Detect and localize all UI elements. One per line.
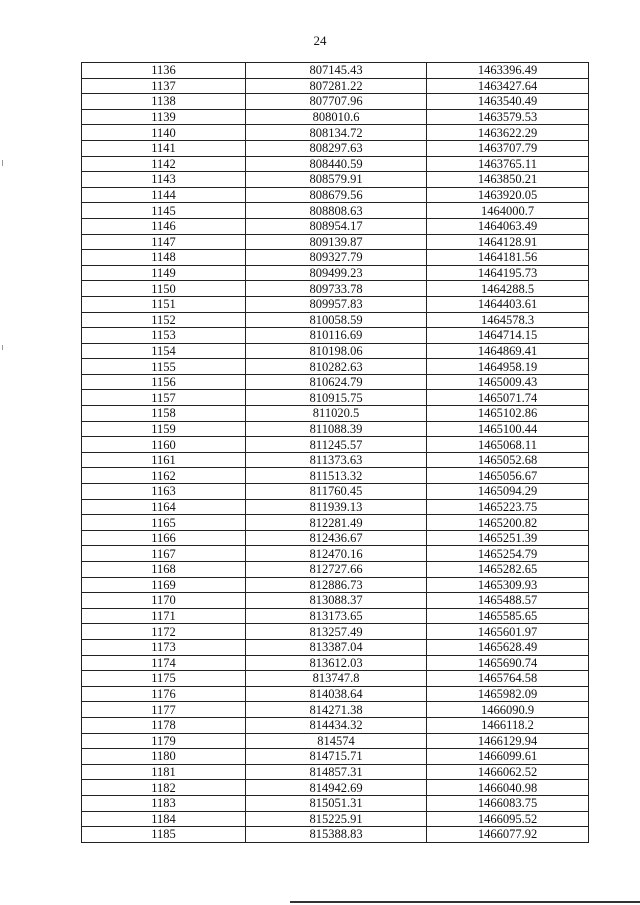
y-coordinate-cell: 1464195.73: [427, 265, 589, 281]
x-coordinate-cell: 813747.8: [246, 671, 427, 687]
y-coordinate-cell: 1465309.93: [427, 577, 589, 593]
x-coordinate-cell: 808134.72: [246, 125, 427, 141]
point-number-cell: 1158: [82, 406, 246, 422]
table-row: [82, 530, 589, 546]
table-row: [82, 234, 589, 250]
point-number-cell: 1151: [82, 296, 246, 312]
point-number-cell: 1180: [82, 749, 246, 765]
y-coordinate-cell: 1465982.09: [427, 686, 589, 702]
x-coordinate-cell: 809733.78: [246, 281, 427, 297]
y-coordinate-cell: 1466129.94: [427, 733, 589, 749]
point-number-cell: 1142: [82, 156, 246, 172]
table-row: [82, 265, 589, 281]
point-number-cell: 1156: [82, 374, 246, 390]
table-row: [82, 484, 589, 500]
point-number-cell: 1174: [82, 655, 246, 671]
y-coordinate-cell: 1465488.57: [427, 593, 589, 609]
x-coordinate-cell: 808679.56: [246, 187, 427, 203]
x-coordinate-cell: 809957.83: [246, 296, 427, 312]
x-coordinate-cell: 814038.64: [246, 686, 427, 702]
page-number: 24: [313, 33, 327, 48]
table-row: [82, 343, 589, 359]
table-row: [82, 390, 589, 406]
point-number-cell: 1145: [82, 203, 246, 219]
table-row: [82, 452, 589, 468]
x-coordinate-cell: 813612.03: [246, 655, 427, 671]
table-row: [82, 63, 589, 79]
point-number-cell: 1149: [82, 265, 246, 281]
y-coordinate-cell: 1466118.2: [427, 717, 589, 733]
y-coordinate-cell: 1466095.52: [427, 811, 589, 827]
y-coordinate-cell: 1465100.44: [427, 421, 589, 437]
point-number-cell: 1173: [82, 639, 246, 655]
y-coordinate-cell: 1466083.75: [427, 795, 589, 811]
y-coordinate-cell: 1465764.58: [427, 671, 589, 687]
point-number-cell: 1141: [82, 140, 246, 156]
y-coordinate-cell: 1464063.49: [427, 218, 589, 234]
point-number-cell: 1138: [82, 94, 246, 110]
point-number-cell: 1155: [82, 359, 246, 375]
y-coordinate-cell: 1465200.82: [427, 515, 589, 531]
point-number-cell: 1146: [82, 218, 246, 234]
point-number-cell: 1185: [82, 827, 246, 843]
point-number-cell: 1139: [82, 109, 246, 125]
x-coordinate-cell: 814715.71: [246, 749, 427, 765]
x-coordinate-cell: 812470.16: [246, 546, 427, 562]
table-row: [82, 499, 589, 515]
table-row: [82, 421, 589, 437]
x-coordinate-cell: 812281.49: [246, 515, 427, 531]
point-number-cell: 1153: [82, 328, 246, 344]
y-coordinate-cell: 1465223.75: [427, 499, 589, 515]
x-coordinate-cell: 808297.63: [246, 140, 427, 156]
table-row: [82, 717, 589, 733]
x-coordinate-cell: 812727.66: [246, 562, 427, 578]
x-coordinate-cell: 814942.69: [246, 780, 427, 796]
table-row: [82, 172, 589, 188]
x-coordinate-cell: 807145.43: [246, 63, 427, 79]
x-coordinate-cell: 812436.67: [246, 530, 427, 546]
table-row: [82, 686, 589, 702]
x-coordinate-cell: 811760.45: [246, 484, 427, 500]
x-coordinate-cell: 815388.83: [246, 827, 427, 843]
x-coordinate-cell: 810116.69: [246, 328, 427, 344]
y-coordinate-cell: 1466040.98: [427, 780, 589, 796]
y-coordinate-cell: 1463427.64: [427, 78, 589, 94]
x-coordinate-cell: 810058.59: [246, 312, 427, 328]
y-coordinate-cell: 1465254.79: [427, 546, 589, 562]
point-number-cell: 1172: [82, 624, 246, 640]
table-row: [82, 608, 589, 624]
table-row: [82, 94, 589, 110]
point-number-cell: 1147: [82, 234, 246, 250]
point-number-cell: 1160: [82, 437, 246, 453]
coordinates-table-body: [82, 63, 589, 843]
x-coordinate-cell: 808440.59: [246, 156, 427, 172]
table-row: [82, 468, 589, 484]
y-coordinate-cell: 1463622.29: [427, 125, 589, 141]
y-coordinate-cell: 1464869.41: [427, 343, 589, 359]
y-coordinate-cell: 1463579.53: [427, 109, 589, 125]
y-coordinate-cell: 1465056.67: [427, 468, 589, 484]
table-row: [82, 78, 589, 94]
table-row: [82, 374, 589, 390]
y-coordinate-cell: 1465251.39: [427, 530, 589, 546]
point-number-cell: 1162: [82, 468, 246, 484]
point-number-cell: 1152: [82, 312, 246, 328]
table-row: [82, 671, 589, 687]
y-coordinate-cell: 1465102.86: [427, 406, 589, 422]
point-number-cell: 1165: [82, 515, 246, 531]
y-coordinate-cell: 1466099.61: [427, 749, 589, 765]
point-number-cell: 1148: [82, 250, 246, 266]
y-coordinate-cell: 1464181.56: [427, 250, 589, 266]
table-row: [82, 780, 589, 796]
y-coordinate-cell: 1463396.49: [427, 63, 589, 79]
point-number-cell: 1154: [82, 343, 246, 359]
point-number-cell: 1183: [82, 795, 246, 811]
table-row: [82, 250, 589, 266]
table-row: [82, 546, 589, 562]
point-number-cell: 1176: [82, 686, 246, 702]
x-coordinate-cell: 814574: [246, 733, 427, 749]
table-row: [82, 639, 589, 655]
point-number-cell: 1143: [82, 172, 246, 188]
y-coordinate-cell: 1466077.92: [427, 827, 589, 843]
table-row: [82, 125, 589, 141]
y-coordinate-cell: 1464958.19: [427, 359, 589, 375]
x-coordinate-cell: 813173.65: [246, 608, 427, 624]
table-row: [82, 749, 589, 765]
table-row: [82, 624, 589, 640]
point-number-cell: 1137: [82, 78, 246, 94]
x-coordinate-cell: 809499.23: [246, 265, 427, 281]
y-coordinate-cell: 1465690.74: [427, 655, 589, 671]
x-coordinate-cell: 809139.87: [246, 234, 427, 250]
x-coordinate-cell: 810282.63: [246, 359, 427, 375]
x-coordinate-cell: 808010.6: [246, 109, 427, 125]
point-number-cell: 1177: [82, 702, 246, 718]
point-number-cell: 1161: [82, 452, 246, 468]
table-row: [82, 203, 589, 219]
y-coordinate-cell: 1463707.79: [427, 140, 589, 156]
table-row: [82, 733, 589, 749]
table-row: [82, 156, 589, 172]
y-coordinate-cell: 1466062.52: [427, 764, 589, 780]
table-row: [82, 312, 589, 328]
table-row: [82, 655, 589, 671]
x-coordinate-cell: 809327.79: [246, 250, 427, 266]
y-coordinate-cell: 1464128.91: [427, 234, 589, 250]
point-number-cell: 1159: [82, 421, 246, 437]
y-coordinate-cell: 1464000.7: [427, 203, 589, 219]
table-row: [82, 296, 589, 312]
coordinates-table: [81, 62, 589, 843]
y-coordinate-cell: 1465585.65: [427, 608, 589, 624]
point-number-cell: 1167: [82, 546, 246, 562]
y-coordinate-cell: 1466090.9: [427, 702, 589, 718]
x-coordinate-cell: 807281.22: [246, 78, 427, 94]
x-coordinate-cell: 808954.17: [246, 218, 427, 234]
table-row: [82, 281, 589, 297]
point-number-cell: 1182: [82, 780, 246, 796]
point-number-cell: 1157: [82, 390, 246, 406]
x-coordinate-cell: 813088.37: [246, 593, 427, 609]
y-coordinate-cell: 1463765.11: [427, 156, 589, 172]
x-coordinate-cell: 811245.57: [246, 437, 427, 453]
y-coordinate-cell: 1465009.43: [427, 374, 589, 390]
point-number-cell: 1144: [82, 187, 246, 203]
x-coordinate-cell: 812886.73: [246, 577, 427, 593]
table-row: [82, 562, 589, 578]
point-number-cell: 1168: [82, 562, 246, 578]
y-coordinate-cell: 1465052.68: [427, 452, 589, 468]
y-coordinate-cell: 1465282.65: [427, 562, 589, 578]
x-coordinate-cell: 811939.13: [246, 499, 427, 515]
point-number-cell: 1169: [82, 577, 246, 593]
x-coordinate-cell: 811373.63: [246, 452, 427, 468]
point-number-cell: 1150: [82, 281, 246, 297]
x-coordinate-cell: 811020.5: [246, 406, 427, 422]
table-row: [82, 140, 589, 156]
table-row: [82, 795, 589, 811]
table-row: [82, 702, 589, 718]
point-number-cell: 1164: [82, 499, 246, 515]
y-coordinate-cell: 1464403.61: [427, 296, 589, 312]
point-number-cell: 1175: [82, 671, 246, 687]
table-row: [82, 811, 589, 827]
point-number-cell: 1163: [82, 484, 246, 500]
y-coordinate-cell: 1465094.29: [427, 484, 589, 500]
point-number-cell: 1140: [82, 125, 246, 141]
scan-edge-mark: [2, 160, 3, 166]
x-coordinate-cell: 811088.39: [246, 421, 427, 437]
point-number-cell: 1179: [82, 733, 246, 749]
x-coordinate-cell: 808579.91: [246, 172, 427, 188]
y-coordinate-cell: 1463920.05: [427, 187, 589, 203]
table-row: [82, 593, 589, 609]
x-coordinate-cell: 814271.38: [246, 702, 427, 718]
x-coordinate-cell: 814434.32: [246, 717, 427, 733]
table-row: [82, 328, 589, 344]
y-coordinate-cell: 1464578.3: [427, 312, 589, 328]
x-coordinate-cell: 815225.91: [246, 811, 427, 827]
x-coordinate-cell: 808808.63: [246, 203, 427, 219]
y-coordinate-cell: 1465071.74: [427, 390, 589, 406]
table-row: [82, 406, 589, 422]
x-coordinate-cell: 815051.31: [246, 795, 427, 811]
table-row: [82, 437, 589, 453]
point-number-cell: 1178: [82, 717, 246, 733]
x-coordinate-cell: 810915.75: [246, 390, 427, 406]
point-number-cell: 1166: [82, 530, 246, 546]
table-row: [82, 827, 589, 843]
point-number-cell: 1136: [82, 63, 246, 79]
y-coordinate-cell: 1463540.49: [427, 94, 589, 110]
point-number-cell: 1171: [82, 608, 246, 624]
y-coordinate-cell: 1465601.97: [427, 624, 589, 640]
bottom-rule: [290, 901, 640, 903]
y-coordinate-cell: 1464714.15: [427, 328, 589, 344]
point-number-cell: 1170: [82, 593, 246, 609]
table-row: [82, 577, 589, 593]
scan-edge-mark: [2, 345, 3, 350]
x-coordinate-cell: 814857.31: [246, 764, 427, 780]
y-coordinate-cell: 1463850.21: [427, 172, 589, 188]
point-number-cell: 1184: [82, 811, 246, 827]
x-coordinate-cell: 807707.96: [246, 94, 427, 110]
table-row: [82, 218, 589, 234]
table-row: [82, 515, 589, 531]
x-coordinate-cell: 810624.79: [246, 374, 427, 390]
y-coordinate-cell: 1464288.5: [427, 281, 589, 297]
x-coordinate-cell: 813387.04: [246, 639, 427, 655]
x-coordinate-cell: 813257.49: [246, 624, 427, 640]
table-row: [82, 764, 589, 780]
table-row: [82, 359, 589, 375]
point-number-cell: 1181: [82, 764, 246, 780]
x-coordinate-cell: 810198.06: [246, 343, 427, 359]
x-coordinate-cell: 811513.32: [246, 468, 427, 484]
y-coordinate-cell: 1465068.11: [427, 437, 589, 453]
y-coordinate-cell: 1465628.49: [427, 639, 589, 655]
table-row: [82, 109, 589, 125]
table-row: [82, 187, 589, 203]
